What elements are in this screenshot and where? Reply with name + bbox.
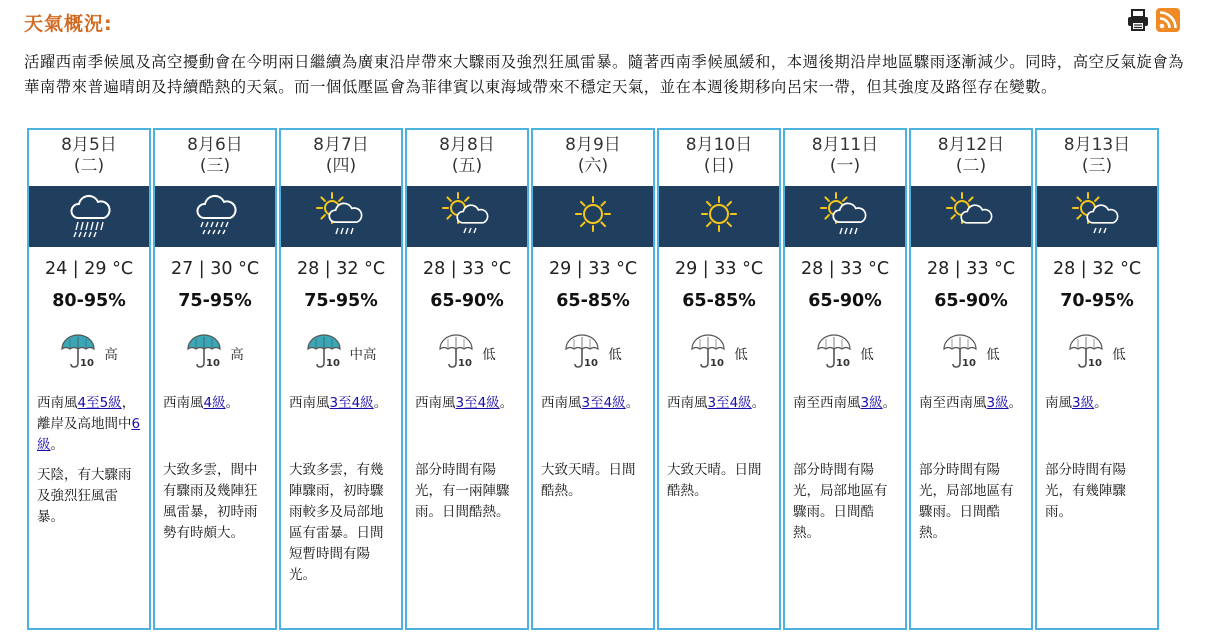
- weather-description: 部分時間有陽光，有幾陣驟雨。: [1045, 462, 1126, 520]
- forecast-date: 8月7日: [313, 135, 369, 155]
- forecast-date: 8月6日: [187, 135, 243, 155]
- svg-text:10: 10: [80, 358, 95, 369]
- svg-text:10: 10: [962, 358, 977, 369]
- forecast-day-card: [531, 128, 655, 630]
- forecast-day-card: [1035, 128, 1159, 630]
- wind-text: 。: [1008, 395, 1023, 411]
- rain-probability: [407, 333, 527, 373]
- forecast-day-card: [153, 128, 277, 630]
- humidity-range: 65-85%: [556, 291, 630, 311]
- rain-probability-label: 低: [734, 347, 748, 363]
- temperature-range: 29 | 33 °C: [674, 259, 764, 279]
- wind-text: 。: [625, 395, 640, 411]
- svg-text:10: 10: [836, 358, 851, 369]
- rain-probability: [659, 333, 779, 373]
- forecast-weekday: (二): [955, 156, 987, 176]
- rain-probability-label: 中高: [349, 347, 377, 363]
- wind-forecast: [667, 393, 773, 414]
- wind-force-link[interactable]: 3至4級: [329, 395, 374, 411]
- rain-probability-label: 低: [860, 347, 874, 363]
- weather-icon-band: [281, 186, 401, 247]
- umbrella-icon: [306, 333, 346, 373]
- svg-text:10: 10: [325, 358, 340, 369]
- wind-text: 。: [50, 437, 64, 453]
- weather-icon-band: [911, 186, 1031, 247]
- weather-description: 大致多雲，間中有驟雨及幾陣狂風雷暴，初時雨勢有時頗大。: [163, 462, 258, 541]
- sun-cloud-rain-icon: [314, 190, 368, 244]
- weather-description: 部分時間有陽光，局部地區有驟雨。日間酷熱。: [793, 462, 888, 541]
- wind-text: 南至西南風: [793, 395, 861, 411]
- umbrella-icon: [690, 333, 730, 373]
- sun-cloud-icon: [944, 190, 998, 244]
- temperature-range: 24 | 29 °C: [44, 259, 134, 279]
- forecast-day-card: [405, 128, 529, 630]
- wind-forecast: [415, 393, 521, 414]
- humidity-range: 70-95%: [1060, 291, 1134, 311]
- wind-text: 西南風: [415, 395, 456, 411]
- wind-text: 西南風: [163, 395, 204, 411]
- forecast-weekday: (三): [1081, 156, 1113, 176]
- wind-text: ，離岸及高地間中: [37, 395, 136, 432]
- svg-text:10: 10: [710, 358, 725, 369]
- wind-text: 南風: [1045, 395, 1072, 411]
- weather-icon-band: [29, 186, 149, 247]
- temperature-range: 28 | 32 °C: [1052, 259, 1142, 279]
- sunny-icon: [692, 190, 746, 244]
- forecast-day-card: [279, 128, 403, 630]
- forecast-day-card: [783, 128, 907, 630]
- wind-text: 。: [225, 395, 240, 411]
- wind-forecast: [163, 393, 269, 414]
- temperature-range: 28 | 33 °C: [422, 259, 512, 279]
- wind-force-link[interactable]: 3至4級: [455, 395, 500, 411]
- umbrella-icon: [186, 333, 226, 373]
- humidity-range: 75-95%: [304, 291, 378, 311]
- humidity-range: 65-90%: [430, 291, 504, 311]
- wind-text: 西南風: [541, 395, 582, 411]
- rain-probability-label: 高: [104, 347, 118, 363]
- forecast-date: 8月10日: [685, 135, 753, 155]
- toolbar: [1126, 8, 1180, 32]
- forecast-weekday: (四): [325, 156, 357, 176]
- printer-icon[interactable]: [1126, 8, 1150, 32]
- sunny-icon: [566, 190, 620, 244]
- umbrella-icon: [60, 333, 100, 373]
- rain-probability: [785, 333, 905, 373]
- wind-text: 。: [751, 395, 766, 411]
- wind-forecast: [541, 393, 647, 414]
- svg-text:10: 10: [206, 358, 221, 369]
- weather-description: 大致天晴。日間酷熱。: [541, 462, 636, 499]
- svg-text:10: 10: [1088, 358, 1103, 369]
- rain-probability: [281, 333, 401, 373]
- rss-icon[interactable]: [1156, 8, 1180, 32]
- weather-icon-band: [785, 186, 905, 247]
- rain-probability: [29, 333, 149, 373]
- rain-thunder-icon: [188, 190, 242, 244]
- wind-force-link[interactable]: 6級: [37, 416, 141, 453]
- forecast-day-card: [909, 128, 1033, 630]
- rain-probability: [1037, 333, 1157, 373]
- rain-probability-label: 低: [482, 347, 496, 363]
- wind-force-link[interactable]: 3級: [986, 395, 1009, 411]
- humidity-range: 65-85%: [682, 291, 756, 311]
- humidity-range: 75-95%: [178, 291, 252, 311]
- umbrella-icon: [564, 333, 604, 373]
- rain-probability: [911, 333, 1031, 373]
- forecast-weekday: (六): [577, 156, 609, 176]
- weather-icon-band: [533, 186, 653, 247]
- forecast-weekday: (二): [73, 156, 105, 176]
- wind-force-link[interactable]: 4至5級: [77, 395, 122, 411]
- forecast-date: 8月11日: [811, 135, 879, 155]
- forecast-weekday: (三): [199, 156, 231, 176]
- forecast-date: 8月12日: [937, 135, 1005, 155]
- weather-description: 大致多雲，有幾陣驟雨，初時驟雨較多及局部地區有雷暴。日間短暫時間有陽光。: [289, 462, 384, 583]
- weather-summary: 活躍西南季候風及高空擾動會在今明兩日繼續為廣東沿岸帶來大驟雨及強烈狂風雷暴。隨著西南季候風緩和，本週後期沿岸地區驟雨逐漸減少。同時，高空反氣旋會為華南帶來普遍晴朗及持續酷熱的天氣。而一個低壓區會為菲律賓以東海域帶來不穩定天氣，並在本週後期移向呂宋一帶，但其強度及路徑存在變數。: [24, 53, 1185, 96]
- umbrella-icon: [1068, 333, 1108, 373]
- umbrella-icon: [438, 333, 478, 373]
- forecast-date: 8月13日: [1063, 135, 1131, 155]
- weather-icon-band: [1037, 186, 1157, 247]
- forecast-date: 8月9日: [565, 135, 621, 155]
- sun-shower-icon: [440, 190, 494, 244]
- wind-force-link[interactable]: 3級: [860, 395, 883, 411]
- humidity-range: 65-90%: [808, 291, 882, 311]
- wind-text: 南至西南風: [919, 395, 987, 411]
- wind-text: 。: [882, 395, 897, 411]
- umbrella-icon: [816, 333, 856, 373]
- forecast-weekday: (一): [829, 156, 861, 176]
- heavy-rain-icon: [62, 190, 116, 244]
- page-title: 天氣概況:: [24, 13, 113, 35]
- weather-icon-band: [407, 186, 527, 247]
- svg-text:10: 10: [584, 358, 599, 369]
- wind-text: 西南風: [37, 395, 78, 411]
- temperature-range: 29 | 33 °C: [548, 259, 638, 279]
- wind-force-link[interactable]: 3級: [1072, 395, 1095, 411]
- forecast-date: 8月5日: [61, 135, 117, 155]
- wind-forecast: [793, 393, 899, 414]
- forecast-day-card: [27, 128, 151, 630]
- sun-cloud-rain-icon: [818, 190, 872, 244]
- wind-forecast: [919, 393, 1025, 414]
- humidity-range: 80-95%: [52, 291, 126, 311]
- weather-description: 大致天晴。日間酷熱。: [667, 462, 762, 499]
- wind-text: 。: [373, 395, 388, 411]
- wind-force-link[interactable]: 4級: [203, 395, 226, 411]
- weather-description: 部分時間有陽光，局部地區有驟雨。日間酷熱。: [919, 462, 1014, 541]
- weather-description: 部分時間有陽光，有一兩陣驟雨。日間酷熱。: [415, 462, 510, 520]
- wind-text: 。: [499, 395, 514, 411]
- rain-probability: [533, 333, 653, 373]
- temperature-range: 28 | 33 °C: [800, 259, 890, 279]
- temperature-range: 27 | 30 °C: [170, 259, 260, 279]
- weather-icon-band: [659, 186, 779, 247]
- temperature-range: 28 | 33 °C: [926, 259, 1016, 279]
- temperature-range: 28 | 32 °C: [296, 259, 386, 279]
- weather-description: 天陰，有大驟雨及強烈狂風雷暴。: [37, 467, 132, 525]
- weather-icon-band: [155, 186, 275, 247]
- sun-shower-icon: [1070, 190, 1124, 244]
- forecast-grid: [27, 128, 1161, 630]
- rain-probability-label: 高: [230, 347, 244, 363]
- wind-text: 。: [1094, 395, 1108, 411]
- svg-text:10: 10: [458, 358, 473, 369]
- rain-probability-label: 低: [1112, 347, 1126, 363]
- rain-probability: [155, 333, 275, 373]
- wind-force-link[interactable]: 3至4級: [581, 395, 626, 411]
- wind-text: 西南風: [667, 395, 708, 411]
- wind-forecast: [289, 393, 395, 414]
- forecast-weekday: (五): [451, 156, 483, 176]
- rain-probability-label: 低: [986, 347, 1000, 363]
- forecast-day-card: [657, 128, 781, 630]
- wind-forecast: [37, 393, 143, 456]
- forecast-date: 8月8日: [439, 135, 495, 155]
- wind-text: 西南風: [289, 395, 330, 411]
- rain-probability-label: 低: [608, 347, 622, 363]
- wind-forecast: [1045, 393, 1151, 414]
- humidity-range: 65-90%: [934, 291, 1008, 311]
- wind-force-link[interactable]: 3至4級: [707, 395, 752, 411]
- forecast-weekday: (日): [703, 156, 735, 176]
- umbrella-icon: [942, 333, 982, 373]
